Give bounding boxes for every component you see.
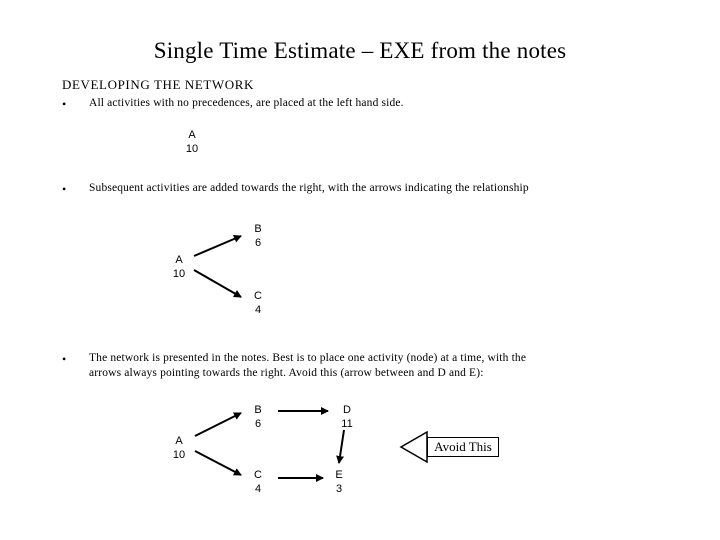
node-e-d3 bbox=[322, 466, 356, 498]
node-c-d2 bbox=[241, 287, 275, 319]
arrow-a-to-b bbox=[194, 236, 241, 256]
section-heading: DEVELOPING THE NETWORK bbox=[62, 77, 255, 92]
bullet-marker-3: • bbox=[62, 352, 67, 366]
node-b-d3-duration: 6 bbox=[254, 418, 262, 430]
bullet-text-3: The network is presented in the notes. Best is to place one activity (node) at a time, with the arrows always pointing towards the right. Avoid this (arrow between and D and E): bbox=[89, 352, 527, 379]
arrow-d-to-e bbox=[339, 430, 344, 463]
node-a-d3-duration: 10 bbox=[172, 449, 186, 461]
node-a-d2 bbox=[162, 251, 196, 283]
node-a-d2-duration: 10 bbox=[172, 268, 186, 280]
arrow-a-to-b-2 bbox=[195, 413, 241, 436]
node-a-d3 bbox=[162, 432, 196, 464]
arrow-a-to-c-2 bbox=[195, 451, 241, 475]
node-c-d3-duration: 4 bbox=[254, 483, 262, 495]
node-c-d3 bbox=[241, 466, 275, 498]
bullet-text-2: Subsequent activities are added towards the right, with the arrows indicating the relationship bbox=[89, 182, 529, 194]
bullet-marker-1: • bbox=[62, 97, 67, 111]
node-d-d3-duration: 11 bbox=[341, 418, 353, 430]
arrow-a-to-c bbox=[194, 270, 241, 297]
node-b-d2 bbox=[241, 220, 275, 252]
node-a-d1-id: A bbox=[188, 129, 196, 141]
node-a-d3-id: A bbox=[175, 435, 183, 447]
node-b-d2-duration: 6 bbox=[254, 237, 262, 249]
node-d-d3 bbox=[330, 401, 364, 433]
node-c-d2-duration: 4 bbox=[254, 304, 262, 316]
node-a-d1 bbox=[175, 126, 209, 158]
avoid-this-callout: Avoid This bbox=[427, 437, 499, 457]
node-e-d3-id: E bbox=[335, 469, 343, 481]
slide-title: Single Time Estimate – EXE from the notes bbox=[153, 38, 567, 63]
node-c-d3-id: C bbox=[254, 469, 262, 481]
node-a-d1-duration: 10 bbox=[185, 143, 199, 155]
node-b-d2-id: B bbox=[254, 223, 262, 235]
node-d-d3-id: D bbox=[343, 404, 351, 416]
node-e-d3-duration: 3 bbox=[335, 483, 343, 495]
bullet-marker-2: • bbox=[62, 182, 67, 196]
node-a-d2-id: A bbox=[175, 254, 183, 266]
bullet-text-1: All activities with no precedences, are placed at the left hand side. bbox=[89, 97, 404, 109]
node-b-d3 bbox=[241, 401, 275, 433]
node-c-d2-id: C bbox=[254, 290, 262, 302]
node-b-d3-id: B bbox=[254, 404, 262, 416]
